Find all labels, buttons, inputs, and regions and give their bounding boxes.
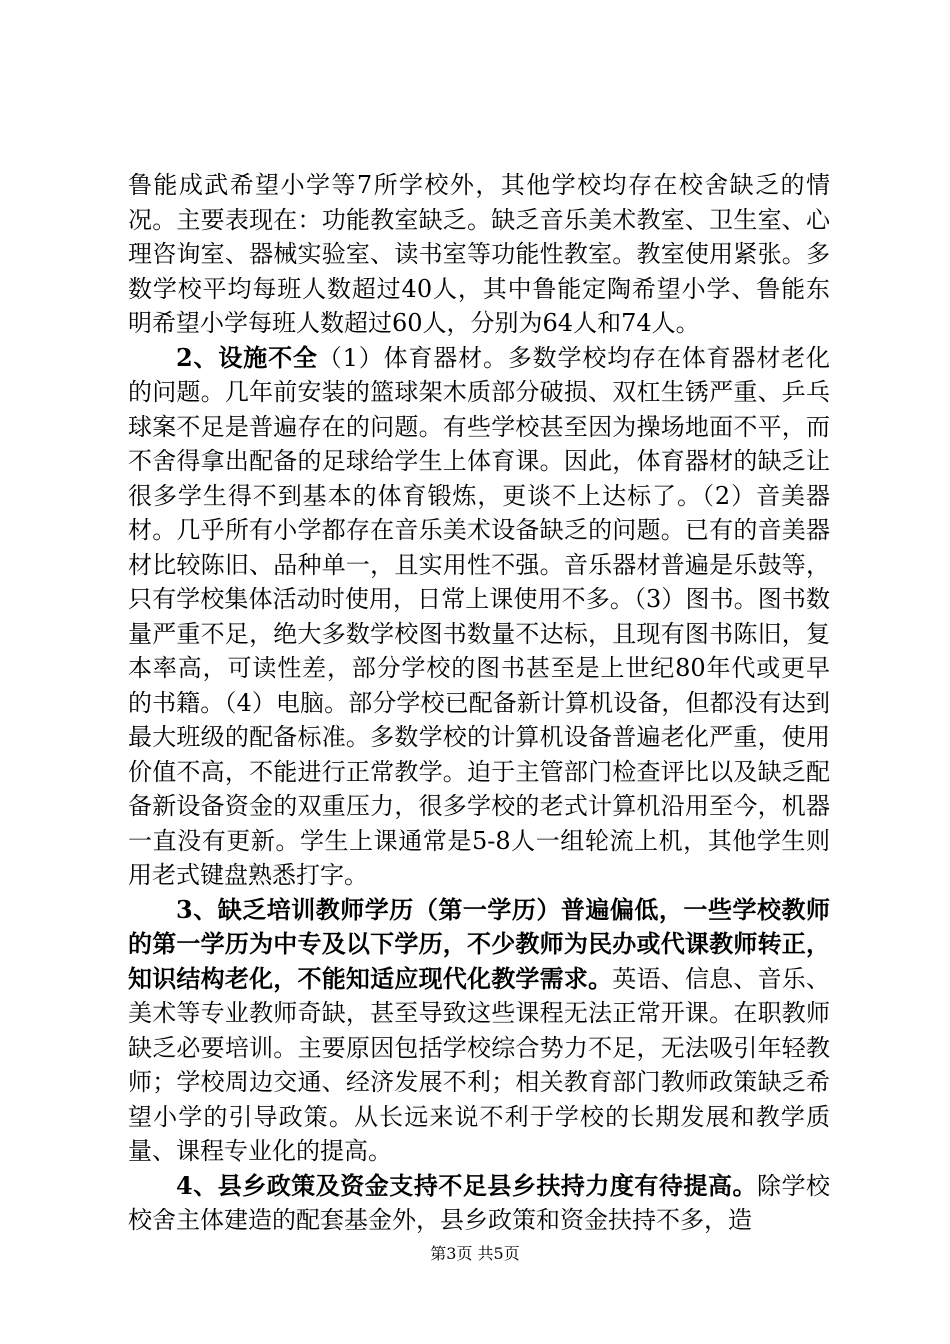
paragraph-teacher-training — [128, 893, 830, 1169]
paragraph-text: 鲁能成武希望小学等7所学校外，其他学校均存在校舍缺乏的情况。主要表现在：功能教室缺乏。缺乏音乐美术教室、卫生室、心理咨询室、器械实验室、读书室等功能性教室。教室使用紧张。多数学校平均每班人数超过40人，其中鲁能定陶希望小学、鲁能东明希望小学每班人数超过60人，分别为64人和74人。 — [128, 171, 830, 337]
section-heading-facilities: 2、设施不全 — [176, 342, 318, 372]
paragraph-text: （1）体育器材。多数学校均存在体育器材老化的问题。几年前安装的篮球架木质部分破损、双杠生锈严重、乒乓球案不足是普遍存在的问题。有些学校甚至因为操场地面不平，而不舍得拿出配备的足球给学生上体育课。因此，体育器材的缺乏让很多学生得不到基本的体育锻炼，更谈不上达标了。（2）音美器材。几乎所有小学都存在音乐美术设备缺乏的问题。已有的音美器材比较陈旧、品种单一，且实用性不强。音乐器材普遍是乐鼓等，只有学校集体活动时使用，日常上课使用不多。（3）图书。图书数量严重不足，绝大多数学校图书数量不达标，且现有图书陈旧，复本率高，可读性差，部分学校的图书甚至是上世纪80年代或更早的书籍。（4）电脑。部分学校已配备新计算机设备，但都没有达到最大班级的配备标准。多数学校的计算机设备普遍老化严重，使用价值不高，不能进行正常教学。迫于主管部门检查评比以及缺乏配备新设备资金的双重压力，很多学校的老式计算机沿用至今，机器一直没有更新。学生上课通常是5-8人一组轮流上机，其他学生则用老式键盘熟悉打字。 — [128, 343, 830, 889]
paragraph-policy-funding — [128, 1169, 830, 1238]
page-number-footer: 第3页 共5页 — [430, 1244, 520, 1263]
section-heading-policy-funding: 4、县乡政策及资金支持不足县乡扶持力度有待提高。 — [176, 1170, 757, 1200]
paragraph-facilities — [128, 341, 830, 893]
paragraph-text: 英语、信息、音乐、美术等专业教师奇缺，甚至导致这些课程无法正常开课。在职教师缺乏必要培训。主要原因包括学校综合势力不足，无法吸引年轻教师；学校周边交通、经济发展不利；相关教育部门教师政策缺乏希望小学的引导政策。从长远来说不利于学校的长期发展和教学质量、课程专业化的提高。 — [128, 964, 831, 1165]
document-body — [128, 168, 830, 1238]
section-heading-teacher-training: 3、缺乏培训教师学历（第一学历）普遍偏低，一些学校教师的第一学历为中专及以下学历，不少教师为民办或代课教师转正，知识结构老化，不能知适应现代化教学需求。 — [128, 894, 830, 993]
paragraph-school-buildings — [128, 168, 830, 341]
paragraph-text: 除学校校舍主体建造的配套基金外，县乡政策和资金扶持不多，造 — [128, 1171, 831, 1234]
